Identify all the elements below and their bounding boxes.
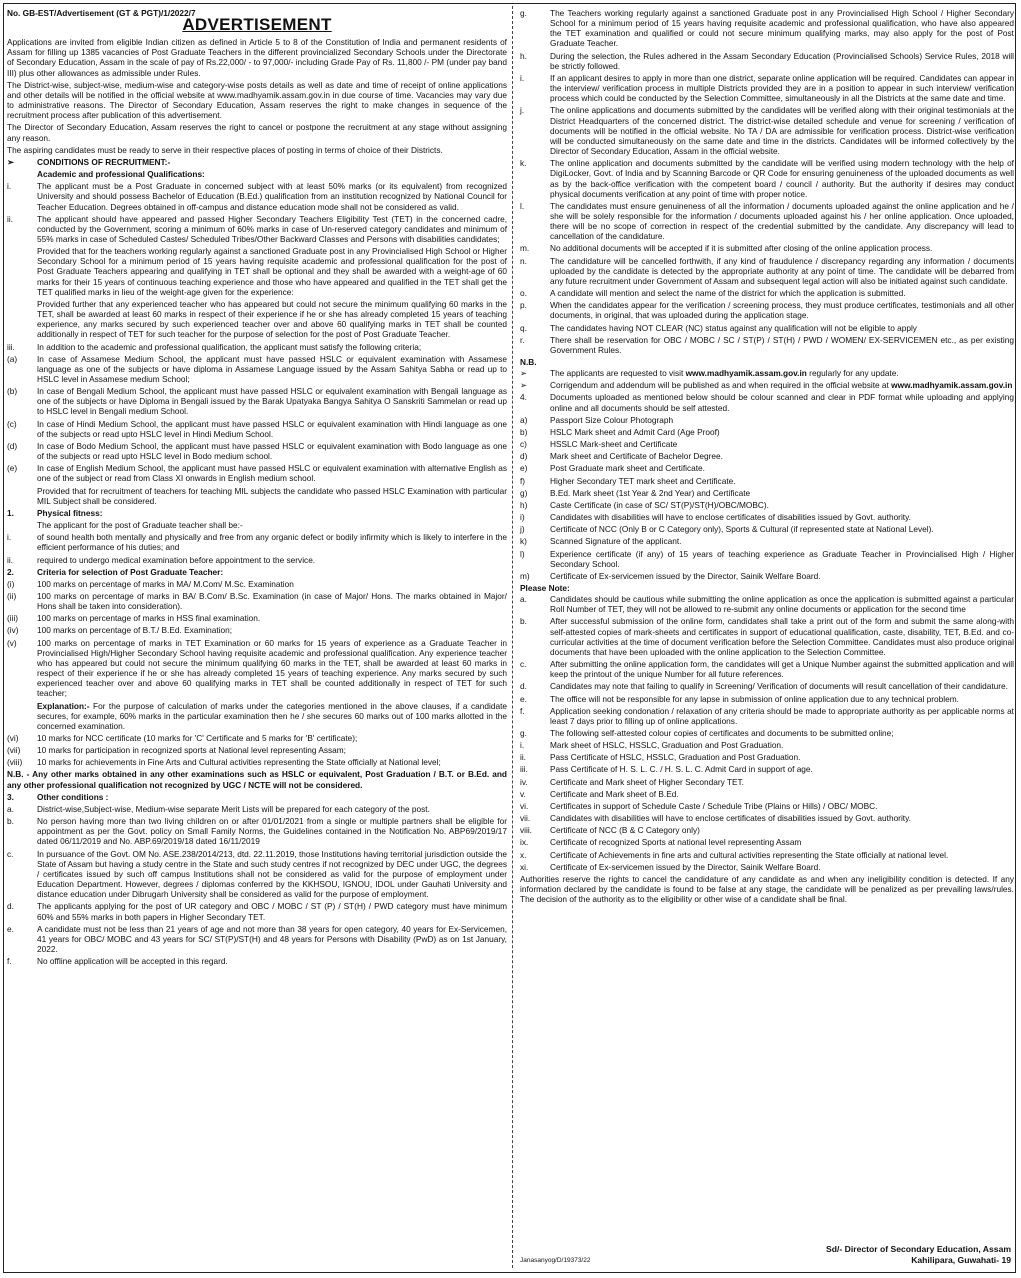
list-item (520, 740, 1014, 750)
item-marker: 1. (7, 507, 14, 518)
item-text: There shall be reservation for OBC / MOBC / SC / ST(P) / ST(H) / PWD / WOMEN/ EX-SERVICEMEN etc., as per existing Government Rules. (550, 334, 1014, 355)
item-marker: ix. (520, 837, 529, 848)
list-item (520, 8, 1014, 49)
item-marker: viii. (520, 825, 532, 836)
list-item (520, 463, 1014, 473)
item-marker: ii. (520, 752, 526, 763)
list-item (7, 745, 507, 755)
item-text: 100 marks on percentage of marks in TET Examination or 60 marks for 15 years of experience as a Graduate Teacher in Provincialised High/Higher Secondary School having requisite academic and professional qualification. Any experience teacher who has appeared but could not secure the minimum qualifying 60 marks in the TET, shall be awarded at least 60 marks in respect of their experience if he or she has already completed 15 years of teaching experience. Any marks secured by such experienced teacher over and above 60 qualifying marks in TET shall be counted additionally in respect of TET for such teacher; (37, 637, 507, 699)
item-marker: j) (520, 524, 525, 535)
list-item (520, 616, 1014, 657)
list-item (7, 924, 507, 954)
list-item (520, 368, 1014, 378)
item-marker: (vii) (7, 745, 21, 756)
item-marker: c) (520, 439, 527, 450)
list-item (7, 354, 507, 384)
item-marker: iv. (520, 776, 528, 787)
item-marker: a. (520, 594, 527, 605)
intro-paragraph: The aspiring candidates must be ready to serve in their respective places of posting in terms of choice of their Districts. (7, 144, 443, 155)
conditions-heading (7, 157, 507, 167)
item-marker: p. (520, 300, 527, 311)
item-text: The online application and documents submitted by the candidate will be verified using modern technology with the help of DigiLocker, Govt. of India and by Scanning Barcode or QR Code for ensuring genuineness of the uploaded documents as well as by the back-office verification with the competent board / council / authority. But the authority if desires may conduct physical documents verification at any point of time with proper notice. (550, 158, 1014, 199)
item-marker: j. (520, 105, 525, 116)
authorities-paragraph: Authorities reserve the rights to cancel the candidature of any candidate as and when any ineligibility condition is detected. If any information declared by the candidate is found to be false at any stage, the candidate will be penalized as per prevailing laws/rules. The decision of the authority as to the eligibility or other wise of a candidate shall be final. (520, 873, 1014, 905)
item-marker: i. (7, 532, 12, 543)
item-text: Certificate of NCC (B & C Category only) (550, 825, 700, 836)
item-text: In case of Assamese Medium School, the applicant must have passed HSLC or equivalent examination with Assamese language as one of the subjects or have diploma in Assamese Language issued by the Assam Sahitya Sabha or read up to HSLC level in Assamese medium School; (37, 353, 507, 384)
list-item (520, 659, 1014, 679)
item-text: 100 marks on percentage of B.T./ B.Ed. Examination; (37, 625, 233, 636)
item-text: The applicant should have appeared and passed Higher Secondary Teachers Eligibility Test (TET) in the concerned cadre, conducted by the Government, scoring a minimum of 60% marks in case of Un-reserved category candidates and minimum of 55% marks in case of Scheduled Castes/ Scheduled Tribes/Other Backward Classes and Persons with disabilities candidates; (37, 213, 507, 244)
proviso-paragraph: Provided that for recruitment of teachers for teaching MIL subjects the candidate who passed HSLC Examination with particular MIL Subject shall be considered. (37, 485, 507, 506)
item-marker: b) (520, 426, 528, 437)
list-item (520, 380, 1014, 390)
item-text: In case of Bodo Medium School, the applicant must have passed HSLC or equivalent examination with Bodo language as one of the subjects or read upto HSLC level in Bodo medium school. (37, 440, 507, 462)
list-item (520, 752, 1014, 762)
item-marker: (b) (7, 386, 18, 397)
item-marker: k. (520, 158, 527, 169)
list-item (520, 256, 1014, 286)
list-item (520, 536, 1014, 546)
heading-text: Other conditions : (37, 791, 109, 802)
item-text: The candidature will be cancelled forthwith, if any kind of fraudulence / discrepancy regarding any information / documents uploaded by the candidate is detected by the appropriate authority at any point of time. The candidate will be debarred from any future recruitment under Government of Assam and subsequent legal action will also be initiated against such candidate. (550, 255, 1014, 286)
item-text: Certificate of Achievements in fine arts and cultural activities representing the State officially at national level. (550, 849, 949, 860)
list-item (7, 956, 507, 966)
item-marker: vi. (520, 800, 529, 811)
heading-text: Criteria for selection of Post Graduate Teacher: (37, 566, 224, 577)
list-item (520, 288, 1014, 298)
item-text: Certificate and Mark sheet of B.Ed. (550, 788, 679, 799)
item-marker: b. (520, 616, 527, 627)
academic-heading: Academic and professional Qualifications: (37, 169, 205, 180)
list-item (520, 862, 1014, 872)
list-item (520, 524, 1014, 534)
signature-block (826, 1244, 1011, 1266)
list-item (520, 323, 1014, 333)
list-item (7, 804, 507, 814)
list-item (520, 825, 1014, 835)
conditions-heading-text: CONDITIONS OF RECRUITMENT:- (37, 156, 171, 167)
item-marker: g) (520, 487, 528, 498)
list-item (520, 201, 1014, 242)
item-text: Pass Certificate of HSLC, HSSLC, Graduation and Post Graduation. (550, 752, 801, 763)
item-text: Certificate and Mark sheet of Higher Secondary TET. (550, 776, 744, 787)
item-text: District-wise,Subject-wise, Medium-wise separate Merit Lists will be prepared for each category of the post. (37, 803, 430, 814)
item-marker: i) (520, 512, 525, 523)
item-text: Passport Size Colour Photograph (550, 414, 674, 425)
item-text: Certificate of NCC (Only B or C Category only), Sports & Cultural (if represented state at National Level). (550, 524, 934, 535)
list-item (520, 335, 1014, 355)
list-item (520, 392, 1014, 412)
item-marker: e) (520, 463, 528, 474)
heading-text: Physical fitness: (37, 507, 103, 518)
item-marker: d. (520, 681, 527, 692)
item-marker: (v) (7, 637, 17, 648)
list-item (7, 816, 507, 846)
item-marker: d. (7, 901, 14, 912)
criteria-heading (7, 567, 507, 577)
item-text: In case of Bengali Medium School, the applicant must have passed HSLC or equivalent examination with Bengali language as one of the subjects or have Diploma in Bengali issued by the Barak Upatyaka Bangya Sahitya O Sanskriti Sammelan or read up to HSLC level in Bengali medium School. (37, 386, 507, 417)
nb-text: regularly for any update. (806, 368, 899, 379)
item-marker: a) (520, 414, 528, 425)
item-text: Application seeking condonation / relaxation of any criteria should be made to appropriate authority as per applicable norms at least 7 days prior to filling up of online applications. (550, 705, 1014, 726)
nb-text: Corrigendum and addendum will be published as and when required in the official website at (550, 380, 892, 391)
item-marker: o. (520, 288, 527, 299)
item-text: Certificates in support of Schedule Caste / Schedule Tribe (Plains or Hills) / OBC/ MOBC. (550, 800, 878, 811)
item-text: After submitting the online application form, the candidates will get a Unique Number against the submitted application and will keep the printout of the unique Number for all future references. (550, 659, 1014, 680)
list-item (7, 849, 507, 900)
list-item (520, 837, 1014, 847)
item-text: The online applications and documents submitted by the candidates will be verified along with their original testimonials at the District Headquarters of the concerned district. The district-wise detailed schedule and venue for screening / verification of documents will be notified in the official website. No TA / DA are admissible for verification process. District-wise verification will be conducted simultaneously on the same date and time in the districts. Candidates will be informed collectively by the Director of Secondary Education, Assam in the official website. (550, 105, 1014, 157)
list-item (520, 476, 1014, 486)
list-item (520, 158, 1014, 199)
item-marker: 4. (520, 392, 527, 403)
item-marker: k) (520, 536, 527, 547)
arrow-bullet-icon: ➢ (7, 156, 14, 167)
item-marker: (vi) (7, 733, 19, 743)
list-item (520, 549, 1014, 569)
item-marker: l) (520, 548, 525, 559)
nb-text: The applicants are requested to visit (550, 368, 686, 379)
list-item (520, 73, 1014, 103)
item-text: Certificate of Ex-servicemen issued by the Director, Sainik Welfare Board. (550, 861, 821, 872)
item-text: In case of Hindi Medium School, the applicant must have passed HSLC or equivalent examination with Hindi language as one of the subjects or read upto HSLC level in Hindi Medium School. (37, 418, 507, 439)
item-marker: vii. (520, 813, 531, 824)
list-item (7, 579, 507, 589)
item-marker: q. (520, 322, 527, 333)
item-marker: iii. (7, 341, 15, 352)
page-title: ADVERTISEMENT (182, 15, 332, 35)
list-item (520, 681, 1014, 691)
item-marker: (iii) (7, 613, 19, 624)
item-marker: g. (520, 8, 527, 18)
list-item (7, 214, 507, 244)
item-text (550, 368, 1014, 378)
item-marker: c. (7, 848, 14, 859)
item-marker: (iv) (7, 625, 19, 636)
item-marker: ii. (7, 213, 13, 224)
please-note-heading: Please Note: (520, 582, 570, 593)
list-item (520, 451, 1014, 461)
intro-paragraph: Applications are invited from eligible Indian citizen as defined in Article 5 to 8 of the Constitution of India and permanent residents of Assam for filling up 1385 vacancies of Post Graduate Teachers in the different provincialized Secondary Schools under the Directorate of Secondary Education, Assam in the scale of pay of Rs.22,000/ - to 97,000/- including Grade Pay of Rs. 11,800 /- PM (under pay band III) plus other allowances as admissible under Rules. (7, 37, 507, 78)
left-column (7, 8, 507, 968)
nb-note: N.B. - Any other marks obtained in any other examinations such as HSLC or equivalent, Post Graduation / B.T. or B.Ed. and any other professional qualification not recognized by UGC / NCTE will not be considered. (7, 769, 507, 790)
item-marker: h) (520, 499, 528, 510)
item-text: Candidates should be cautious while submitting the online application as once the application is submitted against a particular Roll Number of TET, they will not be allowed to re-submit any online documents or application for the second time (550, 594, 1014, 615)
list-item (520, 813, 1014, 823)
item-text: required to undergo medical examination before appointment to the service. (37, 554, 316, 565)
item-text: The Teachers working regularly against a sanctioned Graduate post in any Provincialised High School / Higher Secondary School for a minimum period of 15 years having requisite academic and professional qualification, who have also appeared the TET examination and qualified or could not secure minimum qualifying marks, may also apply for the post of Post Graduate Teacher. (550, 8, 1014, 49)
item-text: A candidate will mention and select the name of the district for which the application is submitted. (550, 288, 906, 299)
list-item (7, 342, 507, 352)
item-text: The applicants applying for the post of UR category and OBC / MOBC / ST (P) / ST(H) / PWD category must have minimum 60% and 55% marks in both papers in Higher Secondary TET. (37, 901, 507, 922)
item-text: When the candidates appear for the verification / screening process, they must produce certificates, testimonials and all other documents, in original, that was uploaded during the application stage. (550, 300, 1014, 321)
item-marker: d) (520, 451, 528, 462)
item-marker: i. (520, 740, 525, 751)
item-text: Certificate of Ex-servicemen issued by the Director, Sainik Welfare Board. (550, 570, 821, 581)
list-item (7, 613, 507, 623)
intro-paragraph: The District-wise, subject-wise, medium-wise and category-wise posts details as well as date and time of receipt of online applications and other details will be notified in the official website at www.madhyamik.assam.gov.in in due course of time. Vacancies may vary due to administrative reasons. The Director of Secondary Education, Assam reserves the right to make changes in sequence of the recruitment process after publication of this advertisement. (7, 79, 507, 121)
item-text: Mark sheet and Certificate of Bachelor Degree. (550, 451, 723, 462)
physical-heading (7, 508, 507, 518)
list-item (520, 594, 1014, 614)
item-marker: ii. (7, 554, 13, 565)
item-marker: 3. (7, 791, 14, 802)
item-text: HSLC Mark sheet and Admit Card (Age Proof) (550, 426, 720, 437)
item-text (550, 380, 1014, 390)
item-marker: g. (520, 728, 527, 738)
arrow-bullet-icon: ➢ (520, 380, 527, 391)
item-marker: i. (520, 72, 525, 83)
item-marker: h. (520, 50, 527, 61)
item-text: Caste Certificate (in case of SC/ ST(P)/ST(H)/OBC/MOBC). (550, 499, 769, 510)
list-item (520, 427, 1014, 437)
website-link[interactable]: www.madhyamik.assam.gov.in (891, 380, 1013, 391)
list-item (7, 901, 507, 921)
item-text: No additional documents will be accepted if it is submitted after closing of the online application process. (550, 243, 933, 254)
item-marker: f. (7, 956, 12, 967)
item-text: Candidates may note that failing to qualify in Screening/ Verification of documents will result cancellation of their candidature. (550, 681, 1008, 692)
item-text: Scanned Signature of the applicant. (550, 536, 682, 547)
item-text: No person having more than two living children on or after 01/01/2021 from a single or multiple partners shall be eligible for appointment as per the Govt. policy on Small Family Norms, the Guidelines contained in the Notification No. ABP69/2019/17 dated 06/11/2019 and No. ABP.69/2019/18 dated 16/11/2019 (37, 816, 507, 847)
item-marker: m) (520, 570, 530, 581)
item-marker: (a) (7, 353, 18, 364)
explanation-label: Explanation:- (37, 700, 90, 711)
proviso-paragraph: Provided further that any experienced teacher who has appeared but could not secure the minimum qualifying 60 marks in the TET, shall be awarded at least 60 marks in respect of their experience if he or she has already completed 15 years of teaching experience, any marks secured by such experienced teacher over and above 60 qualifying marks in TET shall be counted additionally in respect of TET for such teacher for the purpose of selection for the post of Post Graduate Teacher. (37, 298, 507, 340)
item-text: The office will not be responsible for any lapse in submission of online application due to any technical problem. (550, 693, 959, 704)
list-item (520, 850, 1014, 860)
item-marker: e. (7, 923, 14, 934)
item-marker: (viii) (7, 757, 23, 768)
right-column (520, 8, 1014, 906)
item-text: The applicant must be a Post Graduate in concerned subject with at least 50% marks (or its equivalent) from recognized University and should possess Bachelor of Education (B.Ed.) qualification from an institution recognized by National Council for Teacher Education. Degrees obtained in off-campus and distance education mode shall not be considered as valid. (37, 181, 507, 212)
list-item (520, 500, 1014, 510)
list-item (520, 300, 1014, 320)
other-conditions-heading (7, 792, 507, 802)
proviso-paragraph: Provided that for the teachers working regularly against a sanctioned Graduate post in any Provincialised High School or Higher Secondary School for a minimum period of 15 years having requisite academic and professional qualification for the post of Post Graduate Teachers appearing and qualifying in TET shall be optional and they shall be awarded with a weight-age of 60 marks for their 15 years of continuous teaching experience and those who have appeared and qualified in the TET shall get the TET qualified marks in lieu of the weight-age given for the experience: (37, 246, 507, 297)
item-marker: b. (7, 816, 14, 827)
item-text: Pass Certificate of H. S. L. C. / H. S. L. C. Admit Card in support of age. (550, 764, 813, 775)
item-marker: i. (7, 181, 12, 192)
item-text: Mark sheet of HSLC, HSSLC, Graduation and Post Graduation. (550, 740, 784, 751)
item-marker: v. (520, 788, 526, 799)
item-marker: e. (520, 693, 527, 704)
item-text: 10 marks for achievements in Fine Arts and Cultural activities representing the State officially at National level; (37, 757, 441, 768)
item-marker: (i) (7, 578, 15, 589)
item-marker: f. (520, 705, 525, 716)
list-item (520, 571, 1014, 581)
item-text: In addition to the academic and professional qualification, the applicant must satisfy the following criteria; (37, 341, 422, 352)
list-item (7, 638, 507, 699)
signature-address: Kahilipara, Guwahati- 19 (911, 1255, 1011, 1265)
list-item (7, 419, 507, 439)
item-text: A candidate must not be less than 21 years of age and not more than 38 years for open category, 40 years for Ex-Servicemen, 41 years for OBC/ MOBC and 43 years for SC/ ST(P)/ST(H) and 48 years for Persons with Disability (PwD) as on 1st January, 2022. (37, 923, 507, 954)
item-text: Candidates with disabilities will have to enclose certificates of disabilities issued by Govt. authority. (550, 813, 911, 824)
item-text: 100 marks on percentage of marks in BA/ B.Com/ B.Sc. Examination (in case of Major/ Hons. The marks obtained in Major/ Hons shall be taken into consideration). (37, 590, 507, 612)
list-item (520, 789, 1014, 799)
item-text: 10 marks for participation in recognized sports at National level representing Assam; (37, 745, 346, 756)
explanation-text: For the purpose of calculation of marks under the categories mentioned in the above clauses, if a candidate secures, for example, 60% marks in the particular examination then he / she secures 60 marks out of 100 marks allotted in the concerned examination. (37, 700, 507, 731)
item-marker: (ii) (7, 590, 17, 601)
list-item (7, 386, 507, 416)
item-text: 100 marks on percentage of marks in HSS final examination. (37, 613, 261, 624)
list-item (520, 728, 1014, 738)
list-item (520, 439, 1014, 449)
item-text: of sound health both mentally and physically and free from any organic defect or bodily infirmity which is likely to interfere in the efficient performance of his duties; and (37, 532, 507, 553)
item-marker: 2. (7, 566, 14, 577)
list-item (520, 415, 1014, 425)
website-link[interactable]: www.madhyamik.assam.gov.in (685, 368, 807, 379)
list-item (7, 441, 507, 461)
item-text: Experience certificate (if any) of 15 years of teaching experience as Graduate Teacher in Provincialised High / Higher Secondary School. (550, 548, 1014, 569)
list-item (520, 488, 1014, 498)
item-text: During the selection, the Rules adhered in the Assam Secondary Education (Provincialised Schools) Service Rules, 2018 will be strictly followed. (550, 50, 1014, 71)
list-item (520, 105, 1014, 156)
list-item (7, 181, 507, 211)
item-marker: f) (520, 475, 526, 486)
list-item (7, 733, 507, 743)
reference-number: No. GB-EST/Advertisement (GT & PGT)/1/2022/7 (7, 8, 196, 18)
column-divider (512, 6, 513, 1268)
item-text: Documents uploaded as mentioned below should be colour scanned and clear in PDF format while uploading and applying online and all documents should be self attested. (550, 392, 1014, 413)
item-text: HSSLC Mark-sheet and Certificate (550, 439, 678, 450)
physical-intro: The applicant for the post of Graduate teacher shall be:- (37, 520, 243, 531)
item-text: Higher Secondary TET mark sheet and Certificate. (550, 475, 736, 486)
item-marker: c. (520, 659, 527, 670)
list-item (520, 694, 1014, 704)
item-marker: l. (520, 200, 525, 211)
item-text: If an applicant desires to apply in more than one district, separate online application will be required. Candidates can appear in the interview/ verification process in multiple Districts provided they are in a position to appear in such interview/ verification process which could be conducted by the Selection Committee, simultaneously in all the Districts at the same date and time. (550, 72, 1014, 104)
list-item (520, 243, 1014, 253)
item-text: In case of English Medium School, the applicant must have passed HSLC or equivalent examination with alternative English as one of the subject or read from Class XI onwards in English medium school. (37, 463, 507, 484)
item-marker: n. (520, 255, 527, 266)
item-text: The candidates having NOT CLEAR (NC) status against any qualification will not be eligible to apply (550, 322, 917, 333)
item-text: 10 marks for NCC certificate (10 marks for 'C' Certificate and 5 marks for 'B' certificate); (37, 733, 358, 743)
item-marker: r. (520, 334, 525, 345)
item-marker: (e) (7, 463, 18, 474)
item-text: Certificate of recognized Sports at national level representing Assam (550, 837, 802, 848)
list-item (520, 801, 1014, 811)
item-marker: x. (520, 849, 527, 860)
explanation-paragraph (7, 701, 507, 731)
list-item (520, 777, 1014, 787)
intro-paragraph: The Director of Secondary Education, Assam reserves the right to cancel or postpone the recruitment at any stage without assigning any reason. (7, 122, 507, 143)
item-marker: xi. (520, 861, 529, 872)
footer-code: Janasanyog/D/19373/22 (520, 1257, 591, 1264)
item-marker: iii. (520, 764, 528, 775)
signature-line: Sd/- Director of Secondary Education, Assam (826, 1244, 1011, 1254)
list-item (7, 757, 507, 767)
item-marker: (d) (7, 440, 18, 451)
list-item (7, 555, 507, 565)
list-item (7, 532, 507, 552)
list-item (520, 512, 1014, 522)
arrow-bullet-icon: ➢ (520, 368, 527, 379)
item-marker: a. (7, 803, 14, 814)
item-text: After successful submission of the online form, candidates shall take a print out of the form and submit the same along-with self-attested copies of mark-sheets and certificates in support of educational qualification, caste, disability, TET, B.Ed. and co-curricular activities at the time of document verification before the Selection Committee. Candidates must also produce original documents that have been uploaded with the online application to the Selection Committee. (550, 616, 1014, 657)
list-item (7, 625, 507, 635)
item-text: No offline application will be accepted in this regard. (37, 956, 228, 967)
list-item (7, 591, 507, 611)
item-marker: m. (520, 243, 530, 254)
item-text: Candidates with disabilities will have to enclose certificates of disabilities issued by Govt. authority. (550, 512, 911, 523)
item-text: The following self-attested colour copies of certificates and documents to be submitted online; (550, 728, 894, 738)
item-text: Post Graduate mark sheet and Certificate. (550, 463, 705, 474)
list-item (520, 51, 1014, 71)
list-item (520, 706, 1014, 726)
nb-heading: N.B. (520, 357, 537, 367)
list-item (520, 764, 1014, 774)
item-text: B.Ed. Mark sheet (1st Year & 2nd Year) and Certificate (550, 487, 751, 498)
item-text: The candidates must ensure genuineness of all the information / documents uploaded against the online application and he / she will be solely responsible for the information / documents uploaded against his / her online application. Once uploaded, there will be no scope of correction in respect of the credential submitted by the candidate. Any discrepancy will lead to cancellation of the candidature. (550, 200, 1014, 242)
item-marker: (c) (7, 418, 17, 429)
item-text: 100 marks on percentage of marks in MA/ M.Com/ M.Sc. Examination (37, 578, 294, 589)
item-text: In pursuance of the Govt. OM No. ASE.238/2014/213, dtd. 22.11.2019, those Institutions having territorial jurisdiction outside the State of Assam but having a study centre in the State and such study centres if not recognized by DEC under UGC, the degrees / certificates issued by such off campus Institutions shall not be considered as valid for the purpose of employment under Education Department. However, degrees / diplomas conferred by the KKHSOU, IGNOU, IDOL under Gauhati University and distance education under Dibrugarh University shall be considered as valid for the purpose of employment. (37, 848, 507, 900)
list-item (7, 463, 507, 483)
